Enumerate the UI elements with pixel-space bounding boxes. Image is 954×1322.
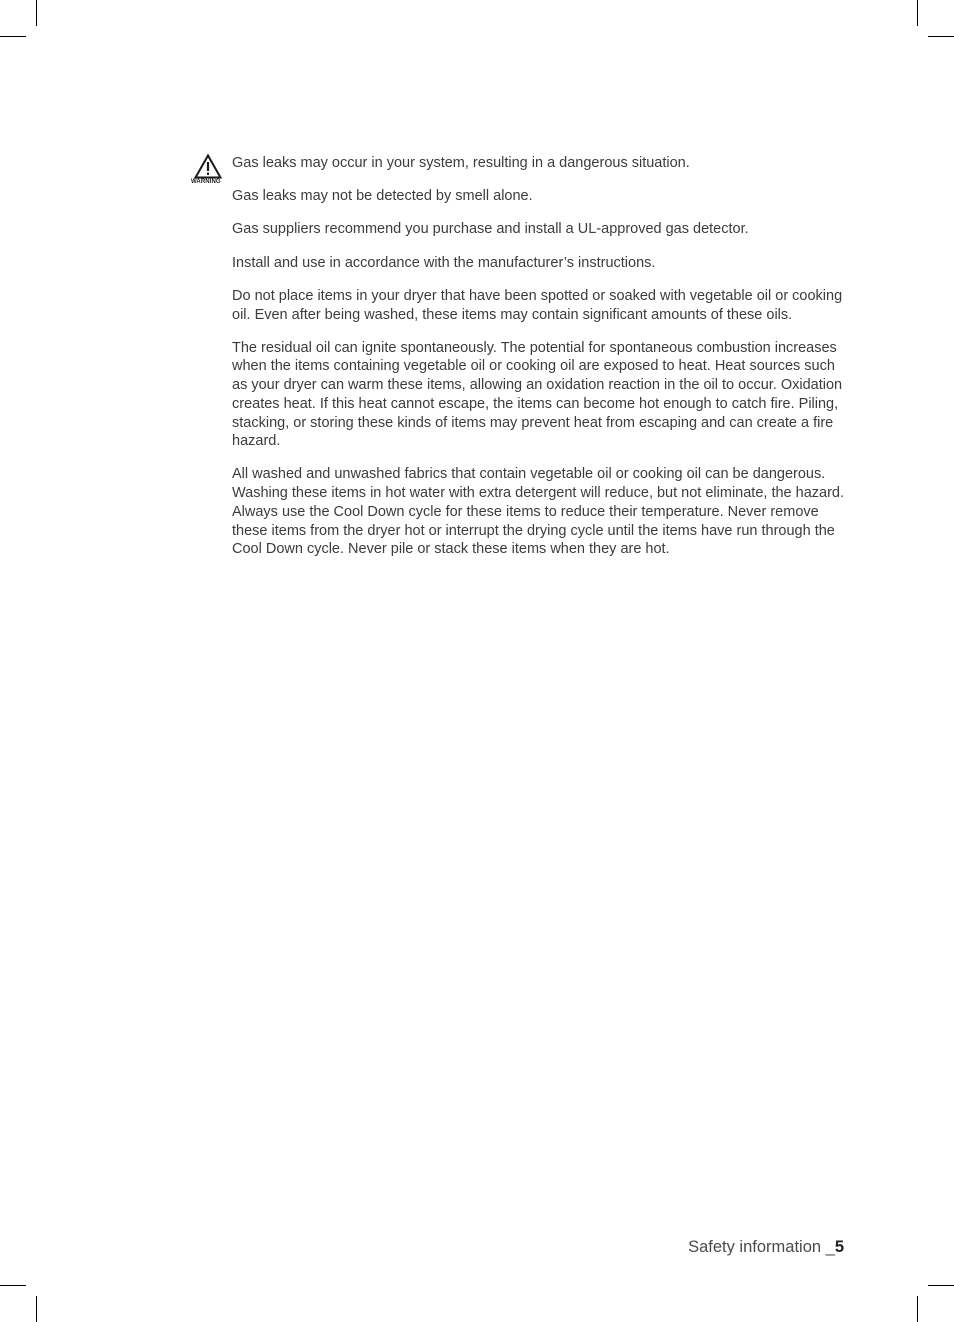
paragraph: Do not place items in your dryer that have been spotted or soaked with vegetable oil or cooking oil. Even after being washed, these items may contain significant amounts of these oils. <box>232 287 843 323</box>
paragraph: Install and use in accordance with the manufacturer’s instructions. <box>232 254 656 271</box>
warning-triangle-icon <box>194 154 222 179</box>
footer-section-title: Safety information _ <box>688 1238 835 1256</box>
page-footer <box>688 1238 844 1257</box>
crop-mark <box>0 36 26 37</box>
crop-mark <box>928 1285 954 1286</box>
paragraph: Gas leaks may occur in your system, resulting in a dangerous situation. <box>232 155 690 171</box>
page-number: 5 <box>834 1238 844 1256</box>
crop-mark <box>917 0 918 26</box>
warning-text <box>232 154 848 573</box>
crop-mark <box>36 0 37 26</box>
warning-badge <box>188 154 230 185</box>
crop-mark <box>0 1285 26 1286</box>
paragraph: All washed and unwashed fabrics that contain vegetable oil or cooking oil can be dangerous. Washing these items in hot water with extra detergent will reduce, but not eliminate, the hazard. Always use the Cool Down cycle for these items to reduce their temperature. Never remove these items from the dryer hot or interrupt the drying cycle until the items have run through the Cool Down cycle. Never pile or stack these items when they are hot. <box>232 466 845 558</box>
crop-mark <box>36 1296 37 1322</box>
crop-mark <box>928 36 954 37</box>
paragraph: Gas leaks may not be detected by smell alone. <box>232 188 533 205</box>
crop-mark <box>917 1296 918 1322</box>
paragraph: The residual oil can ignite spontaneously. The potential for spontaneous combustion increases when the items containing vegetable oil or cooking oil are exposed to heat. Heat sources such as your dryer can warm these items, allowing an oxidation reaction in the oil to occur. Oxidation creates heat. If this heat cannot escape, the items can become hot enough to catch fire. Piling, stacking, or storing these kinds of items may prevent heat from escaping and can create a fire hazard. <box>232 339 843 450</box>
paragraph: Gas suppliers recommend you purchase and install a UL-approved gas detector. <box>232 221 749 238</box>
warning-label: WARNING <box>191 179 221 185</box>
